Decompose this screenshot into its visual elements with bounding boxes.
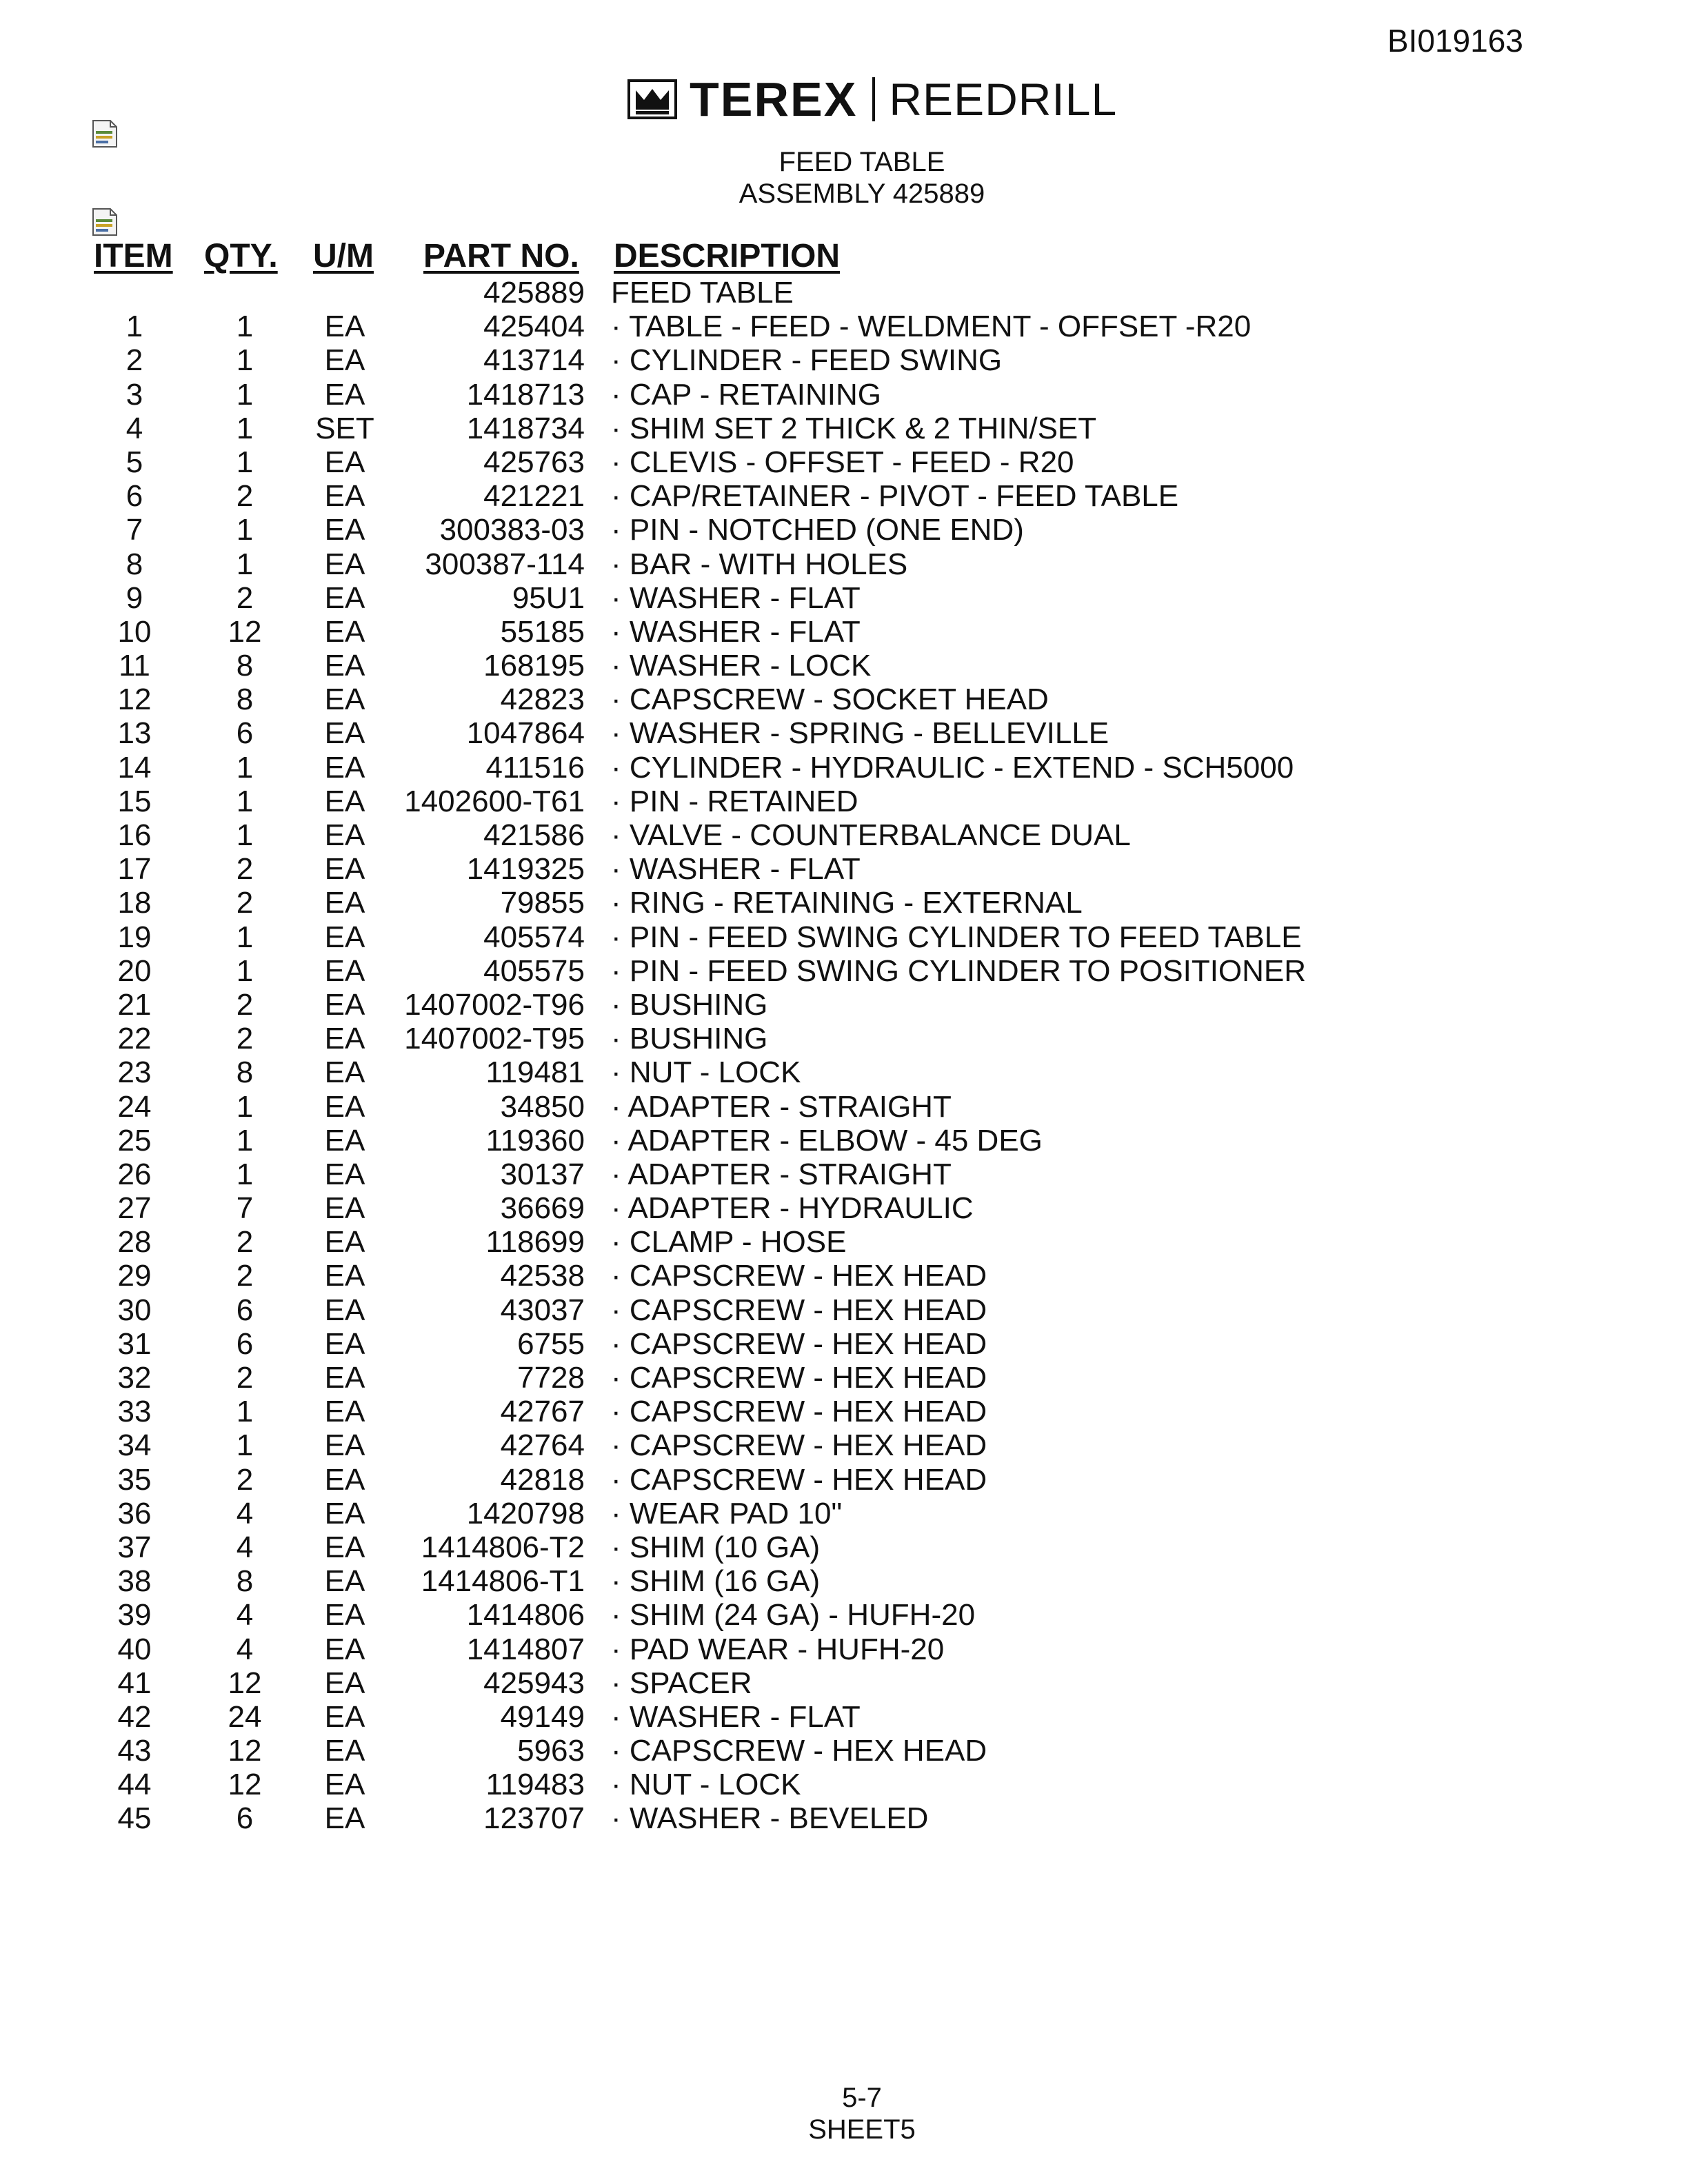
item-number: 16: [117, 818, 152, 852]
part-number: 1047864: [466, 716, 585, 751]
table-row: [0, 1428, 1688, 1462]
quantity: 1: [236, 1157, 254, 1191]
part-number: 1407002-T96: [404, 987, 585, 1022]
table-row: [0, 1497, 1688, 1530]
part-number: 1418713: [466, 377, 585, 412]
quantity: 1: [236, 784, 254, 818]
unit-of-measure: EA: [324, 513, 365, 547]
quantity: 1: [236, 1428, 254, 1463]
quantity: 24: [228, 1699, 262, 1734]
unit-of-measure: EA: [324, 886, 365, 920]
product-wordmark: REEDRILL: [889, 74, 1118, 125]
part-number: 79855: [500, 886, 585, 920]
quantity: 1: [236, 818, 254, 852]
item-number: 22: [117, 1022, 152, 1056]
part-description: · PIN - FEED SWING CYLINDER TO FEED TABLE: [611, 920, 1302, 954]
item-number: 12: [117, 682, 152, 717]
part-description: · PIN - RETAINED: [611, 784, 858, 818]
part-number: 1414806-T1: [421, 1564, 585, 1599]
part-number: 425404: [483, 310, 585, 344]
item-number: 2: [125, 343, 143, 378]
table-row: [0, 1564, 1688, 1598]
unit-of-measure: EA: [324, 1734, 365, 1768]
item-number: 18: [117, 886, 152, 920]
table-row: [0, 1055, 1688, 1089]
item-number: 29: [117, 1259, 152, 1293]
item-number: 42: [117, 1699, 152, 1734]
unit-of-measure: EA: [324, 987, 365, 1022]
part-description: · SPACER: [611, 1666, 752, 1700]
item-number: 45: [117, 1801, 152, 1836]
part-number: 425889: [483, 276, 585, 310]
item-number: 21: [117, 987, 152, 1022]
part-number: 300387-114: [425, 547, 585, 581]
unit-of-measure: EA: [324, 1801, 365, 1836]
item-number: 37: [117, 1530, 152, 1564]
item-number: 13: [117, 716, 152, 751]
table-row: [0, 1022, 1688, 1055]
quantity: 2: [236, 1361, 254, 1395]
part-number: 1402600-T61: [404, 784, 585, 818]
unit-of-measure: EA: [324, 649, 365, 683]
quantity: 2: [236, 1462, 254, 1497]
item-number: 31: [117, 1326, 152, 1361]
table-row: [0, 1191, 1688, 1225]
quantity: 12: [228, 614, 262, 649]
table-row: [0, 343, 1688, 377]
unit-of-measure: EA: [324, 1361, 365, 1395]
part-description: · CLEVIS - OFFSET - FEED - R20: [611, 445, 1074, 479]
quantity: 6: [236, 1801, 254, 1836]
part-description: · SHIM (24 GA) - HUFH-20: [611, 1598, 976, 1632]
page-footer: [0, 2082, 1688, 2145]
terex-crown-logo-icon: [627, 79, 677, 119]
part-number: 1420798: [466, 1496, 585, 1530]
part-number: 425943: [483, 1666, 585, 1700]
unit-of-measure: EA: [324, 343, 365, 378]
unit-of-measure: EA: [324, 1022, 365, 1056]
quantity: 12: [228, 1666, 262, 1700]
unit-of-measure: EA: [324, 852, 365, 887]
table-row: [0, 1700, 1688, 1734]
column-header-qty: QTY.: [204, 238, 278, 274]
unit-of-measure: EA: [324, 310, 365, 344]
quantity: 1: [236, 445, 254, 479]
quantity: 7: [236, 1191, 254, 1226]
unit-of-measure: EA: [324, 1326, 365, 1361]
part-description: · CAPSCREW - HEX HEAD: [611, 1734, 987, 1768]
quantity: 1: [236, 377, 254, 412]
part-description: · BUSHING: [611, 1022, 768, 1056]
column-header-description: DESCRIPTION: [614, 238, 841, 274]
part-description: · SHIM SET 2 THICK & 2 THIN/SET: [611, 411, 1097, 445]
unit-of-measure: EA: [324, 1157, 365, 1191]
quantity: 6: [236, 716, 254, 751]
quantity: 2: [236, 580, 254, 615]
table-row: [0, 920, 1688, 954]
table-row: [0, 1463, 1688, 1497]
part-description: · TABLE - FEED - WELDMENT - OFFSET -R20: [611, 310, 1252, 344]
quantity: 4: [236, 1530, 254, 1564]
quantity: 6: [236, 1293, 254, 1327]
item-number: 38: [117, 1564, 152, 1599]
table-row: [0, 1327, 1688, 1361]
part-description: · CAP/RETAINER - PIVOT - FEED TABLE: [611, 479, 1179, 514]
item-number: 39: [117, 1598, 152, 1632]
quantity: 8: [236, 682, 254, 717]
table-row: [0, 988, 1688, 1022]
table-row: [0, 547, 1688, 581]
unit-of-measure: EA: [324, 1293, 365, 1327]
unit-of-measure: EA: [324, 750, 365, 785]
table-row: [0, 785, 1688, 818]
unit-of-measure: EA: [324, 1598, 365, 1632]
part-number: 119360: [485, 1123, 585, 1157]
part-number: 42823: [500, 682, 585, 717]
table-row: [0, 1293, 1688, 1327]
part-description: FEED TABLE: [611, 276, 794, 310]
part-description: · CAPSCREW - HEX HEAD: [611, 1462, 987, 1497]
title-line-1: FEED TABLE: [778, 147, 945, 177]
item-number: 9: [125, 580, 143, 615]
part-description: · NUT - LOCK: [611, 1768, 801, 1802]
part-description: · CAPSCREW - HEX HEAD: [611, 1259, 987, 1293]
unit-of-measure: EA: [324, 547, 365, 581]
part-number: 42818: [500, 1462, 585, 1497]
table-row: [0, 954, 1688, 988]
item-number: 14: [117, 750, 152, 785]
part-description: · WASHER - BEVELED: [611, 1801, 929, 1836]
quantity: 1: [236, 513, 254, 547]
quantity: 1: [236, 310, 254, 344]
part-number: 7728: [517, 1361, 585, 1395]
item-number: 7: [125, 513, 143, 547]
part-description: · SHIM (16 GA): [611, 1564, 821, 1599]
part-description: · CAPSCREW - HEX HEAD: [611, 1395, 987, 1429]
unit-of-measure: EA: [324, 1123, 365, 1157]
part-description: · CYLINDER - FEED SWING: [611, 343, 1003, 378]
logo-divider: [872, 77, 875, 121]
unit-of-measure: EA: [324, 479, 365, 514]
item-number: 4: [125, 411, 143, 445]
unit-of-measure: EA: [324, 1055, 365, 1090]
item-number: 40: [117, 1632, 152, 1666]
item-number: 11: [119, 649, 150, 683]
table-row: [0, 852, 1688, 886]
terex-reedrill-logo: [627, 74, 1117, 124]
part-number: 34850: [500, 1089, 585, 1124]
table-row: [0, 1361, 1688, 1395]
quantity: 1: [236, 411, 254, 445]
item-number: 44: [117, 1768, 152, 1802]
item-number: 26: [117, 1157, 152, 1191]
unit-of-measure: EA: [324, 1564, 365, 1599]
item-number: 27: [117, 1191, 152, 1226]
part-number: 421586: [483, 818, 585, 852]
table-row: [0, 1632, 1688, 1666]
part-number: 425763: [483, 445, 585, 479]
part-number: 95U1: [512, 580, 585, 615]
table-row: [0, 378, 1688, 412]
quantity: 2: [236, 852, 254, 887]
table-row: [0, 1124, 1688, 1157]
part-number: 168195: [483, 649, 585, 683]
part-description: · WASHER - FLAT: [611, 614, 861, 649]
unit-of-measure: EA: [324, 1666, 365, 1700]
unit-of-measure: EA: [324, 1225, 365, 1260]
part-description: · CLAMP - HOSE: [611, 1225, 847, 1260]
part-number: 42767: [500, 1395, 585, 1429]
document-id: BI019163: [1387, 23, 1523, 59]
unit-of-measure: EA: [324, 920, 365, 954]
quantity: 12: [228, 1768, 262, 1802]
part-description: · CAPSCREW - SOCKET HEAD: [611, 682, 1049, 717]
item-number: 24: [117, 1089, 152, 1124]
quantity: 1: [236, 920, 254, 954]
part-number: 43037: [500, 1293, 585, 1327]
part-number: 421221: [483, 479, 585, 514]
quantity: 2: [236, 987, 254, 1022]
quantity: 2: [236, 479, 254, 514]
part-description: · NUT - LOCK: [611, 1055, 801, 1090]
table-row: [0, 818, 1688, 852]
part-number: 1419325: [466, 852, 585, 887]
quantity: 4: [236, 1598, 254, 1632]
part-description: · CYLINDER - HYDRAULIC - EXTEND - SCH5000: [611, 750, 1294, 785]
part-number: 119481: [485, 1055, 585, 1090]
document-icon[interactable]: [91, 207, 119, 237]
part-number: 55185: [500, 614, 585, 649]
part-description: · WEAR PAD 10": [611, 1496, 843, 1530]
quantity: 1: [236, 1123, 254, 1157]
item-number: 8: [125, 547, 143, 581]
item-number: 33: [117, 1395, 152, 1429]
part-description: · WASHER - LOCK: [611, 649, 872, 683]
table-row: [0, 479, 1688, 513]
quantity: 4: [236, 1632, 254, 1666]
part-description: · RING - RETAINING - EXTERNAL: [611, 886, 1083, 920]
part-description: · ADAPTER - ELBOW - 45 DEG: [611, 1123, 1043, 1157]
unit-of-measure: EA: [324, 682, 365, 717]
table-row: [0, 1768, 1688, 1801]
item-number: 19: [117, 920, 152, 954]
unit-of-measure: EA: [324, 953, 365, 988]
table-row: [0, 1090, 1688, 1124]
part-number: 36669: [500, 1191, 585, 1226]
item-number: 15: [117, 784, 152, 818]
table-row: [0, 1395, 1688, 1428]
item-number: 10: [117, 614, 152, 649]
item-number: 23: [117, 1055, 152, 1090]
brand-wordmark: TEREX: [690, 72, 858, 126]
part-description: · ADAPTER - HYDRAULIC: [611, 1191, 974, 1226]
quantity: 2: [236, 1022, 254, 1056]
part-description: · CAPSCREW - HEX HEAD: [611, 1428, 987, 1463]
unit-of-measure: SET: [315, 411, 374, 445]
quantity: 1: [236, 953, 254, 988]
table-row: [0, 886, 1688, 920]
unit-of-measure: EA: [324, 1496, 365, 1530]
part-description: · WASHER - FLAT: [611, 580, 861, 615]
table-row: [0, 1225, 1688, 1259]
part-number: 405575: [483, 953, 585, 988]
part-number: 405574: [483, 920, 585, 954]
item-number: 43: [117, 1734, 152, 1768]
parts-table: [0, 276, 1688, 1836]
quantity: 1: [236, 1089, 254, 1124]
unit-of-measure: EA: [324, 1699, 365, 1734]
unit-of-measure: EA: [324, 1530, 365, 1564]
part-number: 1418734: [466, 411, 585, 445]
part-description: · CAPSCREW - HEX HEAD: [611, 1361, 987, 1395]
column-header-item: ITEM: [94, 238, 173, 274]
part-description: · PIN - FEED SWING CYLINDER TO POSITIONER: [611, 953, 1307, 988]
unit-of-measure: EA: [324, 445, 365, 479]
part-description: · BUSHING: [611, 987, 768, 1022]
quantity: 2: [236, 1259, 254, 1293]
part-description: · SHIM (10 GA): [611, 1530, 821, 1564]
table-row: [0, 1259, 1688, 1293]
part-number: 119483: [485, 1768, 585, 1802]
document-icon[interactable]: [91, 119, 119, 149]
unit-of-measure: EA: [324, 580, 365, 615]
quantity: 1: [236, 750, 254, 785]
table-row: [0, 276, 1688, 310]
part-description: · PAD WEAR - HUFH-20: [611, 1632, 945, 1666]
item-number: 3: [125, 377, 143, 412]
table-row: [0, 751, 1688, 785]
quantity: 8: [236, 649, 254, 683]
table-row: [0, 1157, 1688, 1191]
unit-of-measure: EA: [324, 784, 365, 818]
part-number: 6755: [517, 1326, 585, 1361]
item-number: 41: [117, 1666, 152, 1700]
quantity: 4: [236, 1496, 254, 1530]
part-description: · PIN - NOTCHED (ONE END): [611, 513, 1024, 547]
item-number: 32: [117, 1361, 152, 1395]
table-row: [0, 682, 1688, 716]
part-description: · ADAPTER - STRAIGHT: [611, 1157, 952, 1191]
item-number: 28: [117, 1225, 152, 1260]
part-number: 1414807: [466, 1632, 585, 1666]
table-row: [0, 513, 1688, 547]
unit-of-measure: EA: [324, 1395, 365, 1429]
part-description: · VALVE - COUNTERBALANCE DUAL: [611, 818, 1131, 852]
column-header-um: U/M: [313, 238, 374, 274]
title-line-2: ASSEMBLY 425889: [738, 179, 985, 209]
table-row: [0, 581, 1688, 615]
part-description: · WASHER - FLAT: [611, 852, 861, 887]
part-number: 42764: [500, 1428, 585, 1463]
part-description: · CAP - RETAINING: [611, 377, 881, 412]
part-number: 411516: [485, 750, 585, 785]
table-row: [0, 649, 1688, 682]
item-number: 34: [117, 1428, 152, 1463]
part-description: · CAPSCREW - HEX HEAD: [611, 1326, 987, 1361]
part-number: 123707: [483, 1801, 585, 1836]
page-number: 5-7: [842, 2083, 882, 2113]
table-row: [0, 1801, 1688, 1835]
quantity: 2: [236, 1225, 254, 1260]
part-number: 413714: [483, 343, 585, 378]
quantity: 12: [228, 1734, 262, 1768]
item-number: 25: [117, 1123, 152, 1157]
part-number: 42538: [500, 1259, 585, 1293]
unit-of-measure: EA: [324, 377, 365, 412]
part-description: · WASHER - SPRING - BELLEVILLE: [611, 716, 1109, 751]
quantity: 2: [236, 886, 254, 920]
table-row: [0, 1734, 1688, 1768]
item-number: 1: [125, 310, 143, 344]
quantity: 1: [236, 547, 254, 581]
quantity: 8: [236, 1055, 254, 1090]
table-row: [0, 1598, 1688, 1632]
item-number: 6: [125, 479, 143, 514]
table-row: [0, 412, 1688, 445]
part-number: 1414806-T2: [421, 1530, 585, 1564]
unit-of-measure: EA: [324, 1259, 365, 1293]
unit-of-measure: EA: [324, 1191, 365, 1226]
unit-of-measure: EA: [324, 1462, 365, 1497]
table-row: [0, 615, 1688, 649]
table-row: [0, 1530, 1688, 1564]
item-number: 35: [117, 1462, 152, 1497]
item-number: 30: [117, 1293, 152, 1327]
part-number: 30137: [500, 1157, 585, 1191]
part-number: 118699: [485, 1225, 585, 1260]
unit-of-measure: EA: [324, 1089, 365, 1124]
part-number: 1414806: [466, 1598, 585, 1632]
unit-of-measure: EA: [324, 1428, 365, 1463]
unit-of-measure: EA: [324, 818, 365, 852]
part-number: 1407002-T95: [404, 1022, 585, 1056]
table-row: [0, 310, 1688, 343]
part-description: · WASHER - FLAT: [611, 1699, 861, 1734]
unit-of-measure: EA: [324, 1632, 365, 1666]
table-row: [0, 445, 1688, 479]
quantity: 1: [236, 343, 254, 378]
part-number: 49149: [500, 1699, 585, 1734]
item-number: 36: [117, 1496, 152, 1530]
column-header-part-no: PART NO.: [423, 238, 579, 274]
part-number: 5963: [517, 1734, 585, 1768]
item-number: 17: [117, 852, 152, 887]
unit-of-measure: EA: [324, 1768, 365, 1802]
item-number: 5: [125, 445, 143, 479]
quantity: 8: [236, 1564, 254, 1599]
unit-of-measure: EA: [324, 614, 365, 649]
item-number: 20: [117, 953, 152, 988]
table-row: [0, 1666, 1688, 1700]
part-number: 300383-03: [439, 513, 585, 547]
sheet-label: SHEET5: [808, 2114, 916, 2145]
quantity: 6: [236, 1326, 254, 1361]
part-description: · CAPSCREW - HEX HEAD: [611, 1293, 987, 1327]
unit-of-measure: EA: [324, 716, 365, 751]
part-description: · ADAPTER - STRAIGHT: [611, 1089, 952, 1124]
table-row: [0, 716, 1688, 750]
document-title: [0, 146, 1688, 210]
quantity: 1: [236, 1395, 254, 1429]
part-description: · BAR - WITH HOLES: [611, 547, 908, 581]
